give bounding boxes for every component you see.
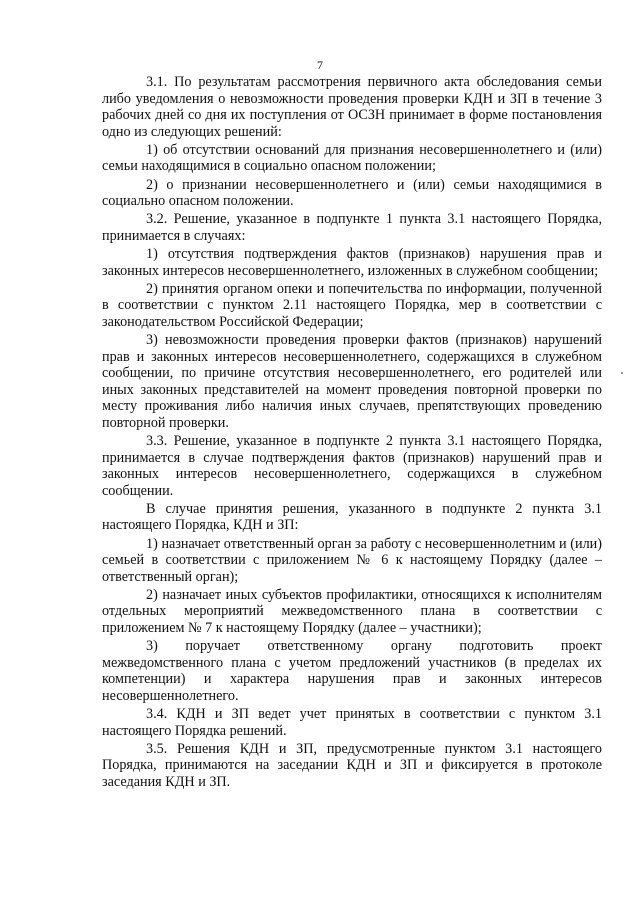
paragraph-3-2-item-2: 2) принятия органом опеки и попечительства по информации, полученной в соответствии с пунктом 2.11 настоящего Порядка, мер в соответствии с законодательством Российской Федерации;	[102, 280, 602, 330]
paragraph-3-2: 3.2. Решение, указанное в подпункте 1 пункта 3.1 настоящего Порядка, принимается в случаях:	[102, 211, 602, 244]
paragraph-3-4: 3.4. КДН и ЗП ведет учет принятых в соответствии с пунктом 3.1 настоящего Порядка решений.	[102, 705, 602, 739]
page-number: 7	[317, 58, 323, 72]
paragraph-3-2-item-3: 3) невозможности проведения проверки фактов (признаков) нарушений прав и законных интересов несовершеннолетнего, содержащихся в служебном сообщении, по причине отсутствия несовершеннолетнего, его родителей или иных законных представителей на момент проведения повторной проверки по месту проживания либо наличия иных случаев, препятствующих проведению повторной проверки.	[102, 331, 602, 431]
paragraph-3-5: 3.5. Решения КДН и ЗП, предусмотренные пунктом 3.1 настоящего Порядка, принимаются на заседании КДН и ЗП и фиксируется в протоколе заседания КДН и ЗП.	[102, 740, 602, 790]
paragraph-3-1-item-1: 1) об отсутствии оснований для признания несовершеннолетнего и (или) семьи находящимися в социально опасном положении;	[102, 141, 602, 175]
paragraph-3-3-item-1: 1) назначает ответственный орган за работу с несовершеннолетним и (или) семьей в соответствии с приложением № 6 к настоящему Порядку (далее – ответственный орган);	[102, 535, 602, 585]
scan-speck	[621, 372, 623, 374]
paragraph-3-3-case: В случае принятия решения, указанного в подпункте 2 пункта 3.1 настоящего Порядка, КДН и ЗП:	[102, 500, 602, 534]
paragraph-3-1: 3.1. По результатам рассмотрения первичного акта обследования семьи либо уведомления о невозможности проведения проверки КДН и ЗП в течение 3 рабочих дней со дня их поступления от ОСЗН принимает в форме постановления одно из следующих решений:	[102, 74, 602, 140]
paragraph-3-2-item-1: 1) отсутствия подтверждения фактов (признаков) нарушения прав и законных интересов несовершеннолетнего, изложенных в служебном сообщении;	[102, 245, 602, 279]
paragraph-3-3: 3.3. Решение, указанное в подпункте 2 пункта 3.1 настоящего Порядка, принимается в случае подтверждения фактов (признаков) нарушений прав и законных интересов несовершеннолетнего, содержащихся в служебном сообщении.	[102, 432, 602, 499]
paragraph-3-3-item-3: 3) поручает ответственному органу подготовить проект межведомственного плана с учетом предложений участников (в пределах их компетенции) и характера нарушения прав и законных интересов несовершеннолетнего.	[102, 638, 602, 704]
document-body	[102, 74, 602, 792]
paragraph-3-3-item-2: 2) назначает иных субъектов профилактики, относящихся к исполнителям отдельных мероприятий межведомственного плана в соответствии с приложением № 7 к настоящему Порядку (далее – участники);	[102, 586, 602, 636]
paragraph-3-1-item-2: 2) о признании несовершеннолетнего и (или) семьи находящимися в социально опасном положении.	[102, 176, 602, 210]
